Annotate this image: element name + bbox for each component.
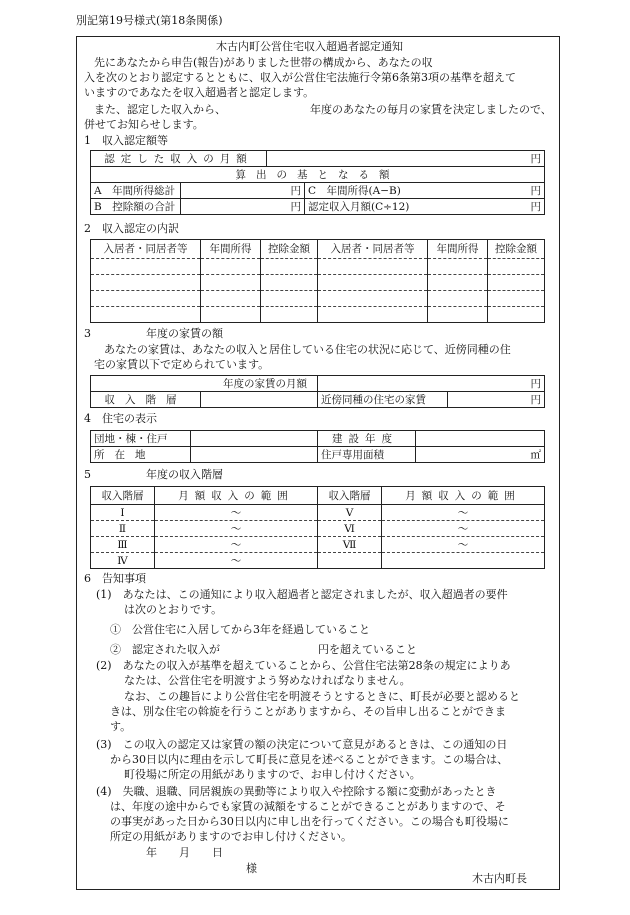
bracket-label: Ⅵ (318, 521, 382, 537)
range-cell: 〜 (155, 553, 318, 569)
bracket-label: Ⅶ (318, 537, 382, 553)
certified-monthly-income-label: 認定した収入の月額 (91, 151, 267, 167)
section-5-number: 5 (84, 468, 91, 481)
section-6-heading: 6 告知事項 (84, 572, 146, 585)
bracket-label: Ⅲ (91, 537, 155, 553)
section-1-heading: 1 収入認定額等 (84, 134, 168, 147)
yen-unit: 円 (318, 376, 545, 392)
notice-item-3: 町役場に所定の用紙がありますので、お申し付けください。 (124, 768, 421, 781)
range-header: 月額収入の範囲 (382, 487, 545, 505)
annual-income-c-cell (305, 183, 545, 199)
yen-unit: 円 (181, 183, 305, 199)
notice-item-2: なたは、公営住宅を明渡すよう努めなければなりません。 (124, 674, 411, 687)
intro-line: 入を次のとおり認定するとともに、収入が公営住宅法施行令第6条第3項の基準を超えて (84, 71, 516, 84)
monthly-rent-label: 年度の家賃の月額 (91, 376, 318, 392)
location-label: 所在地 (91, 447, 191, 463)
notice-item-3: (3) この収入の認定又は家賃の額の決定について意見があるときは、この通知の日 (96, 738, 508, 751)
complex-building-unit-label: 団地・棟・住戸 (91, 431, 191, 447)
section-2-heading: 2 収入認定の内訳 (84, 222, 179, 235)
section-3-number: 3 (84, 327, 91, 340)
col-header: 控除金額 (261, 240, 318, 259)
range-cell: 〜 (155, 521, 318, 537)
form-id: 別記第19号様式(第18条関係) (76, 14, 223, 27)
bracket-header: 収入階層 (318, 487, 382, 505)
section-5-heading: 年度の収入階層 (146, 468, 223, 481)
intro-line: いますのであなたを収入超過者と認定します。 (84, 86, 315, 99)
range-cell: 〜 (155, 537, 318, 553)
table-row (91, 307, 545, 323)
notice-item-2: なお、この趣旨により公営住宅を明渡そうとするときに、町長が必要と認めると (124, 690, 520, 703)
income-bracket-label: 収入階層 (91, 392, 201, 408)
construction-year-label: 建設年度 (318, 431, 416, 447)
rent-table (90, 375, 545, 408)
intro-line: 先にあなたから申告(報告)がありました世帯の構成から、あなたの収 (94, 56, 433, 69)
page-title: 木古内町公営住宅収入超過者認定通知 (216, 40, 403, 53)
col-header: 控除金額 (488, 240, 545, 259)
deduction-total-label: B 控除額の合計 (91, 199, 181, 215)
bracket-label: Ⅱ (91, 521, 155, 537)
floor-area-label: 住戸専用面積 (318, 447, 416, 463)
table-row (91, 537, 545, 553)
requirement-1: ① 公営住宅に入居してから3年を経過していること (110, 623, 370, 636)
range-header: 月額収入の範囲 (155, 487, 318, 505)
basis-amount-heading: 算出の基となる額 (91, 167, 545, 183)
notice-item-3: から30日以内に理由を示して町長に意見を述べることができます。この場合は、 (110, 753, 509, 766)
yen-unit: 円 (181, 199, 305, 215)
notice-item-2: (2) あなたの収入が基準を超えていることから、公営住宅法第28条の規定によりあ (96, 659, 511, 672)
rent-explanation: 宅の家賃以下で定められています。 (94, 358, 270, 371)
col-header: 年間所得 (201, 240, 261, 259)
income-bracket-table (90, 486, 545, 569)
table-row (91, 521, 545, 537)
notice-item-4: は、年度の途中からでも家賃の減額をすることができることがありますので、そ (110, 800, 506, 813)
col-header: 入居者・同居者等 (91, 240, 201, 259)
recipient-honorific: 様 (246, 862, 257, 875)
yen-unit: 円 (448, 392, 545, 408)
table-row (91, 291, 545, 307)
rent-explanation: あなたの家賃は、あなたの収入と居住している住宅の状況に応じて、近傍同種の住 (104, 343, 511, 356)
issuer: 木古内町長 (472, 872, 527, 885)
table-row (91, 553, 545, 569)
range-cell: 〜 (382, 505, 545, 521)
yen-unit: 円 (530, 184, 541, 197)
range-cell: 〜 (382, 521, 545, 537)
sqm-unit: ㎡ (416, 447, 545, 463)
table-row (91, 505, 545, 521)
yen-unit: 円 (267, 151, 545, 167)
section-3-heading: 年度の家賃の額 (146, 327, 223, 340)
notice-item-2: きは、別な住宅の斡旋を行うことがありますから、その旨申し出ることができま (110, 705, 506, 718)
section-4-heading: 4 住宅の表示 (84, 412, 157, 425)
issue-date: 年 月 日 (146, 846, 223, 859)
intro-line: また、認定した収入から、 (94, 103, 226, 116)
notice-item-4: の事実があった日から30日以内に申し出を行ってください。この場合も町役場に (110, 815, 509, 828)
income-amount-table (90, 150, 545, 215)
housing-table (90, 430, 545, 463)
col-header: 入居者・同居者等 (318, 240, 428, 259)
annual-income-c-label: C 年間所得(A−B) (308, 184, 401, 197)
nearby-rent-label: 近傍同種の住宅の家賃 (318, 392, 448, 408)
bracket-label: Ⅳ (91, 553, 155, 569)
income-breakdown-table (90, 239, 545, 323)
bracket-label: Ⅰ (91, 505, 155, 521)
annual-income-total-label: A 年間所得総計 (91, 183, 181, 199)
yen-unit: 円 (530, 200, 541, 213)
notice-item-1: (1) あなたは、この通知により収入超過者と認定されましたが、収入超過者の要件 (96, 588, 508, 601)
monthly-income-label: 認定収入月額(C÷12) (308, 200, 410, 213)
notice-item-4: 所定の用紙がありますのでお申し付けください。 (110, 830, 352, 843)
requirement-2: ② 認定された収入が (110, 643, 220, 656)
notice-item-2: す。 (110, 720, 132, 733)
table-row (91, 275, 545, 291)
notice-item-1: は次のとおりです。 (124, 603, 223, 616)
intro-line: 年度のあなたの毎月の家賃を決定しましたので、 (310, 103, 552, 116)
range-cell: 〜 (382, 537, 545, 553)
table-row (91, 259, 545, 275)
bracket-label: Ⅴ (318, 505, 382, 521)
intro-line: 併せてお知らせします。 (84, 118, 204, 131)
requirement-2: 円を超えていること (318, 643, 417, 656)
monthly-income-cell (305, 199, 545, 215)
notice-item-4: (4) 失職、退職、同居親族の異動等により収入や控除する額に変動があったとき (96, 785, 497, 798)
col-header: 年間所得 (428, 240, 488, 259)
range-cell: 〜 (155, 505, 318, 521)
bracket-header: 収入階層 (91, 487, 155, 505)
